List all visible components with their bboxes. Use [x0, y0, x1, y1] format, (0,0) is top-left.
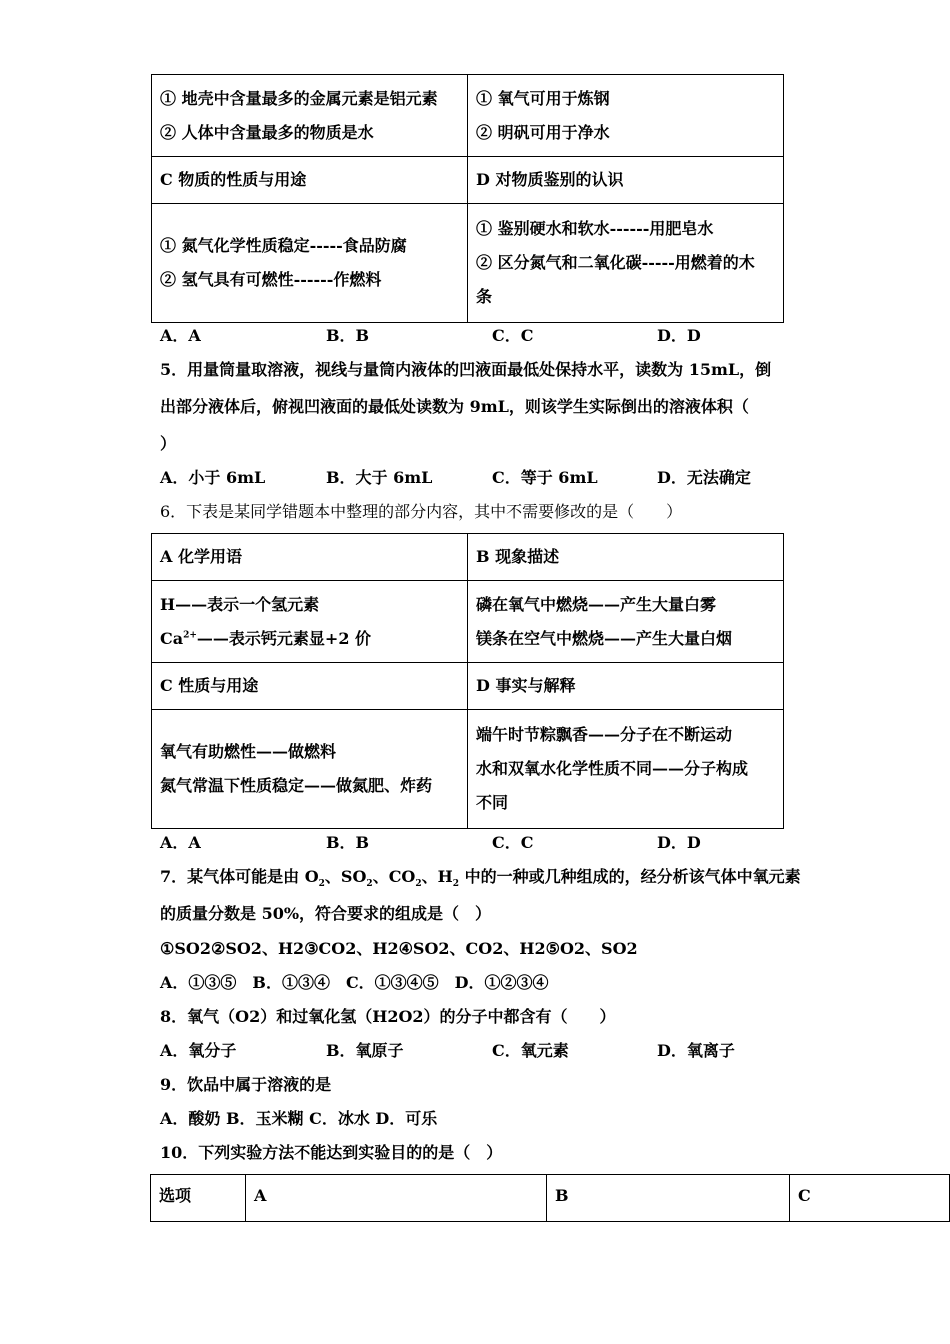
q4-cell-b-body: ① 氧气可用于炼钢 ② 明矾可用于净水 [468, 75, 784, 157]
q6-cell-a-body: H——表示一个氢元素 $Ca^{2+}——$表示钙元素显+2 价 [152, 581, 468, 663]
q6-cell-d-body: 端午时节粽飘香——分子在不断运动 水和双氧水化学性质不同——分子构成 不同 [468, 710, 784, 829]
q9-stem: 9．饮品中属于溶液的是 [160, 1075, 332, 1094]
q10-table [150, 1174, 950, 1222]
q10-head-b: B [547, 1175, 790, 1222]
q4-option-d: D．D [657, 326, 701, 345]
q7-stem-line-2: 的质量分数是 50%，符合要求的组成是（ ） [160, 904, 492, 923]
q5-option-b: B．大于 6mL [326, 468, 433, 487]
q5-option-c: C．等于 6mL [492, 468, 598, 487]
q4-cell-c-body: ① 氮气化学性质稳定-----食品防腐 ② 氢气具有可燃性------作燃料 [152, 204, 468, 323]
q4-option-c: C．C [492, 326, 534, 345]
q10-head-c: C [790, 1175, 950, 1222]
q8-option-a: A．氧分子 [160, 1041, 237, 1060]
q5-option-a: A．小于 6mL [160, 468, 266, 487]
q6-option-b: B．B [326, 833, 370, 852]
q6-option-a: A．A [160, 833, 201, 852]
q7-stem-line-1: 7．某气体可能是由 $O_2$、$SO_2$、$CO_2$、$H_2$ 中的一种或几种组成的，经分析该气体中氧元素 [160, 867, 801, 890]
q6-ca-line: $Ca^{2+}——$表示钙元素显+2 价 [160, 628, 372, 648]
q6-cell-b-body: 磷在氧气中燃烧——产生大量白雾 镁条在空气中燃烧——产生大量白烟 [468, 581, 784, 663]
q10-stem: 10．下列实验方法不能达到实验目的的是（ ） [160, 1143, 503, 1162]
q5-stem-line-3: ） [160, 434, 177, 453]
q4-cell-c-head: C 物质的性质与用途 [152, 157, 468, 204]
q6-head-a: A 化学用语 [152, 534, 468, 581]
q6-head-b: B 现象描述 [468, 534, 784, 581]
q6-cell-c-body: 氧气有助燃性——做燃料 氮气常温下性质稳定——做氮肥、炸药 [152, 710, 468, 829]
q8-option-b: B．氧原子 [326, 1041, 404, 1060]
q6-head-d: D 事实与解释 [468, 663, 784, 710]
q4-cell-a-body: ① 地壳中含量最多的金属元素是铝元素 ② 人体中含量最多的物质是水 [152, 75, 468, 157]
q7-choices: ①SO2②SO2、H2③CO2、H2④SO2、CO2、H2⑤O2、SO2 [160, 939, 638, 958]
q9-options: A．酸奶 B．玉米糊 C．冰水 D．可乐 [160, 1109, 438, 1128]
q6-option-c: C．C [492, 833, 534, 852]
q5-stem-line-1: 5．用量筒量取溶液，视线与量筒内液体的凹液面最低处保持水平，读数为 15mL，倒 [160, 360, 772, 379]
q6-head-c: C 性质与用途 [152, 663, 468, 710]
q4-option-a: A．A [160, 326, 201, 345]
q8-stem: 8．氧气（O2）和过氧化氢（H2O2）的分子中都含有（ ） [160, 1007, 616, 1026]
q6-stem: 6．下表是某同学错题本中整理的部分内容，其中不需要修改的是（ ） [160, 502, 683, 521]
q5-option-d: D．无法确定 [657, 468, 751, 487]
q4-table [151, 74, 784, 323]
q8-option-d: D．氧离子 [657, 1041, 735, 1060]
q4-cell-d-head: D 对物质鉴别的认识 [468, 157, 784, 204]
q8-option-c: C．氧元素 [492, 1041, 569, 1060]
q4-option-b: B．B [326, 326, 370, 345]
q10-head-a: A [246, 1175, 547, 1222]
q6-option-d: D．D [657, 833, 701, 852]
q5-stem-line-2: 出部分液体后，俯视凹液面的最低处读数为 9mL，则该学生实际倒出的溶液体积（ [160, 397, 749, 416]
q7-options: A．①③⑤ B．①③④ C．①③④⑤ D．①②③④ [160, 973, 549, 992]
q4-cell-d-body: ① 鉴别硬水和软水------用肥皂水 ② 区分氮气和二氧化碳-----用燃着的木 条 [468, 204, 784, 323]
q6-table [151, 533, 784, 829]
q10-head-option: 选项 [151, 1175, 246, 1222]
